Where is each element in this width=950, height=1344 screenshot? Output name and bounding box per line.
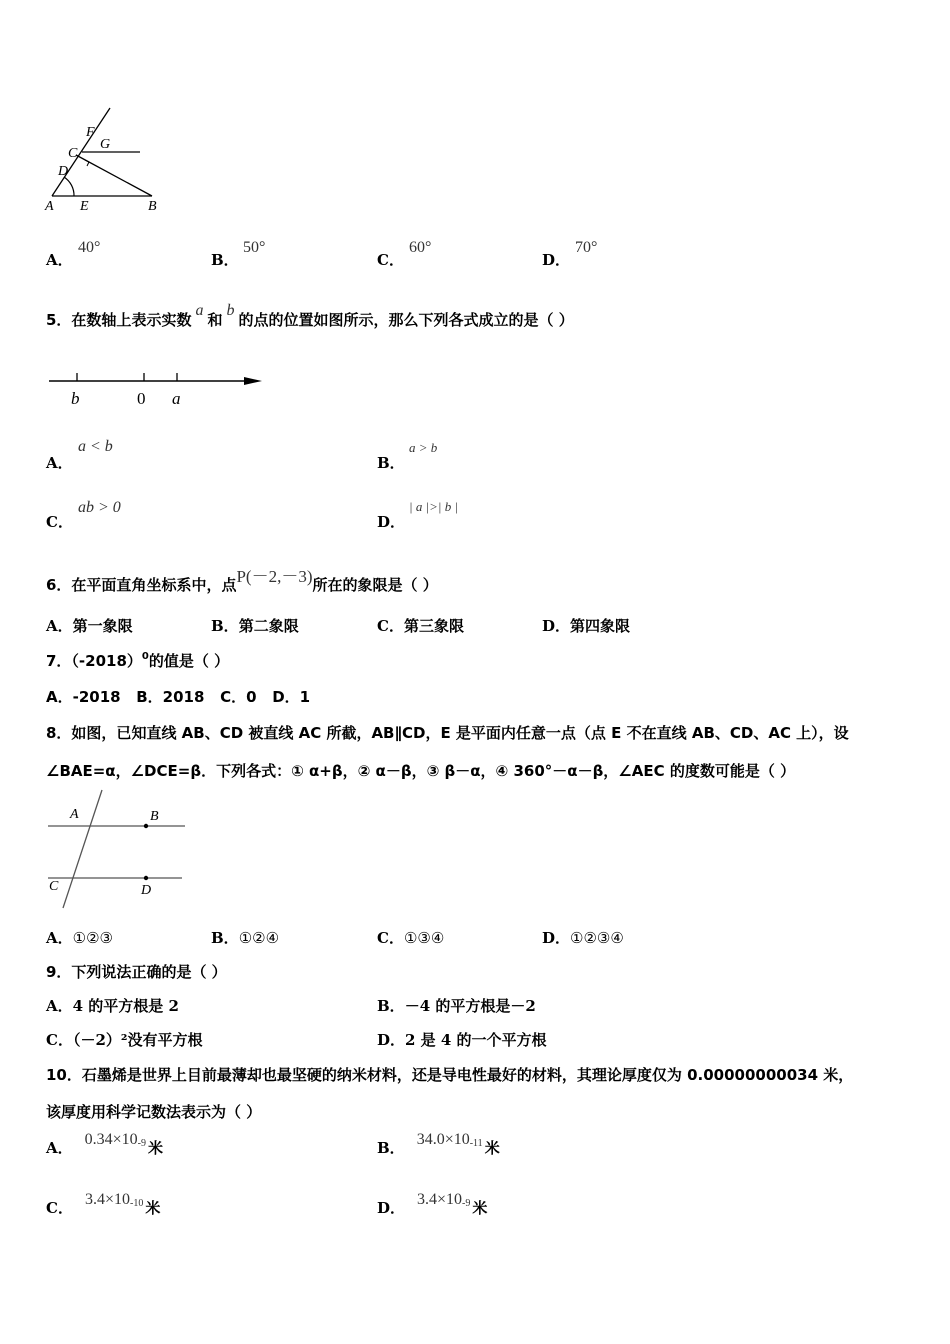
q6-option-b [211,615,299,636]
q9-option-c-value: （－2）²没有平方根 [72,1031,203,1049]
q10-option-d-letter: D． [377,1199,406,1217]
point-b [144,824,148,828]
q5-option-c-letter: C． [46,513,73,531]
q6-option-c [377,615,464,636]
q5-prefix: 5．在数轴上表示实数 [46,311,192,329]
q5-option-b-value: a > b [409,440,438,455]
q6-option-a-letter: A． [46,617,73,635]
q10-option-a-mantissa: 0.34×10 [84,1131,138,1148]
q8-line2: ∠BAE=α，∠DCE=β．下列各式：① α+β，② α－β，③ β－α，④ 360°－α－β，∠AEC 的度数可能是（ ） [46,762,796,780]
q10-option-a-unit: 米 [148,1139,164,1157]
q5-var-a: a [195,302,204,319]
q4-option-c-value: 60° [409,239,432,256]
q8-label-a: A [70,807,79,822]
point-d [144,876,148,880]
q10-option-a-letter: A． [46,1139,73,1157]
q5-option-b-letter: B． [377,454,405,472]
q5-suffix: 的点的位置如图所示，那么下列各式成立的是（ ） [238,311,574,329]
q10-line2: 该厚度用科学记数法表示为（ ） [46,1103,262,1121]
q6-option-a-value: 第一象限 [72,617,133,635]
number-line [44,362,274,412]
q9-option-a [46,995,179,1016]
q10-option-b [377,1131,500,1158]
q10-option-d-exp: -9 [462,1198,471,1209]
q9-option-d [377,1029,547,1050]
q8-option-b-letter: B． [211,929,239,947]
q5-option-a-value: a < b [78,438,113,455]
q4-option-a-letter: A． [46,251,73,269]
q10-option-b-letter: B． [377,1139,405,1157]
q6-suffix: 所在的象限是（ ） [312,576,438,594]
q10-option-c-mantissa: 3.4×10 [84,1191,130,1208]
q8-option-d [542,927,624,948]
q9-option-d-value: 2 是 4 的一个平方根 [405,1031,547,1049]
q7-exponent: 0 [141,651,149,662]
q10-option-d-unit: 米 [472,1199,488,1217]
q9-option-b [377,995,536,1016]
axis-label-b: b [71,389,80,408]
q5-option-d-value: | a |>| b | [409,499,459,514]
q7-options: A．-2018 B．2018 C．0 D．1 [46,688,311,706]
q5-mid: 和 [207,311,223,329]
q8-line1: 8．如图，已知直线 AB、CD 被直线 AC 所截，AB∥CD，E 是平面内任意一点（点 E 不在直线 AB、CD、AC 上），设 [46,724,849,742]
q4-label-a: A [45,199,54,214]
q10-option-d [377,1191,488,1218]
q9-option-b-letter: B． [377,997,405,1015]
q9-option-a-letter: A． [46,997,73,1015]
q9-stem: 9．下列说法正确的是（ ） [46,963,227,981]
q4-option-c-letter: C． [377,251,404,269]
q4-label-c: C [68,146,78,161]
q10-option-b-unit: 米 [484,1139,500,1157]
q4-label-b: B [148,199,157,214]
q5-stem [46,302,574,330]
q6-stem [46,567,438,595]
q5-var-b: b [226,302,235,319]
axis-label-a: a [172,389,181,408]
q8-label-c: C [49,879,59,894]
q7-text-a: 7．（-2018） [46,652,142,670]
q6-option-b-value: 第二象限 [238,617,299,635]
q7-text-b: 的值是（ ） [148,652,230,670]
q6-option-d-letter: D． [542,617,571,635]
q9-option-c [46,1029,202,1050]
q5-option-c-value: ab > 0 [78,499,121,516]
q8-option-d-value: ①②③④ [570,929,624,947]
q10-option-b-exp: -11 [469,1138,483,1149]
q9-option-d-letter: D． [377,1031,406,1049]
q4-option-b-value: 50° [243,239,266,256]
q8-option-c [377,927,444,948]
q5-option-a-letter: A． [46,454,73,472]
q10-option-b-mantissa: 34.0×10 [416,1131,470,1148]
line-ac-q8 [63,790,102,908]
q6-option-d [542,615,630,636]
q10-option-c-exp: -10 [129,1198,144,1209]
q8-option-b [211,927,279,948]
q6-point: P(－2,－3) [236,567,313,586]
angle-arc [64,177,74,196]
q9-option-c-letter: C． [46,1031,73,1049]
q5-option-d-letter: D． [377,513,406,531]
q10-option-c [46,1191,161,1218]
q10-option-c-unit: 米 [145,1199,161,1217]
q6-option-d-value: 第四象限 [570,617,631,635]
q4-label-f: F [86,125,95,140]
q8-label-b: B [150,809,159,824]
q6-option-c-letter: C． [377,617,404,635]
q4-option-a-value: 40° [78,239,101,256]
q9-option-b-value: －4 的平方根是－2 [404,997,536,1015]
q4-option-d-value: 70° [575,239,598,256]
q10-line1: 10．石墨烯是世界上目前最薄却也最坚硬的纳米材料，还是导电性最好的材料，其理论厚度仅为 0.00000000034 米， [46,1066,854,1084]
q4-label-d: D [58,164,69,179]
q6-option-c-value: 第三象限 [403,617,464,635]
number-line-arrow [244,377,262,385]
q8-option-a-letter: A． [46,929,73,947]
q8-option-c-letter: C． [377,929,404,947]
q9-option-a-value: 4 的平方根是 2 [72,997,179,1015]
q8-option-d-letter: D． [542,929,571,947]
q10-option-a [46,1131,164,1158]
q4-option-b-letter: B． [211,251,239,269]
q8-figure [40,786,190,911]
q6-option-a [46,615,133,636]
q10-option-c-letter: C． [46,1199,73,1217]
q6-prefix: 6．在平面直角坐标系中，点 [46,576,237,594]
axis-label-0: 0 [137,389,146,408]
q4-figure [40,100,170,215]
q4-label-e: E [80,199,89,214]
q4-option-d-letter: D． [542,251,571,269]
q8-option-a [46,927,113,948]
q7-stem [46,650,229,671]
q10-option-d-mantissa: 3.4×10 [417,1191,463,1208]
q8-label-d: D [141,883,152,898]
q10-option-a-exp: -9 [137,1138,147,1149]
q8-option-c-value: ①③④ [403,929,445,947]
q8-option-a-value: ①②③ [72,929,113,947]
q4-label-g: G [100,137,111,152]
q8-option-b-value: ①②④ [238,929,280,947]
q6-option-b-letter: B． [211,617,239,635]
